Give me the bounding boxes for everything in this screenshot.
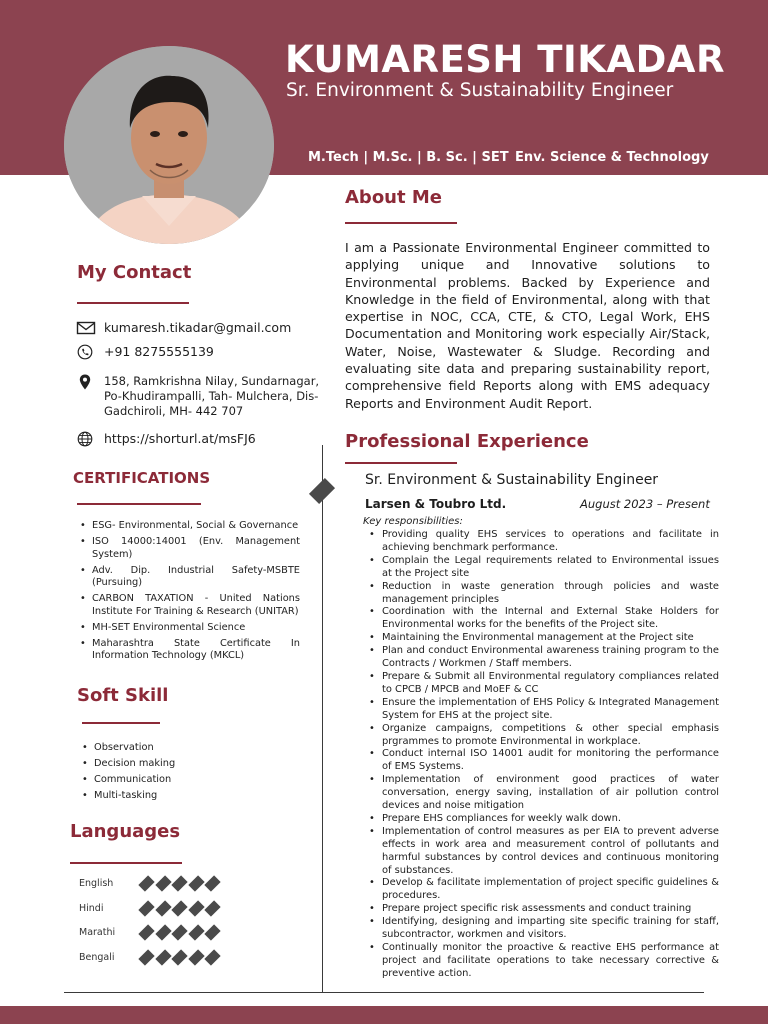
- proficiency-diamond-icon: [172, 875, 188, 891]
- candidate-name: KUMARESH TIKADAR: [285, 38, 725, 81]
- proficiency-diamond-icon: [172, 949, 188, 965]
- responsibility-item: • Identifying, designing and imparting site specific training for staff, subcontractor, workmen and visitors.: [365, 916, 719, 942]
- bottom-divider: [64, 992, 704, 993]
- proficiency-diamond-icon: [172, 900, 188, 916]
- contact-website-row[interactable]: [76, 431, 256, 447]
- proficiency-diamond-icon: [188, 875, 204, 891]
- contact-email-row[interactable]: [76, 320, 291, 336]
- job-title: Sr. Environment & Sustainability Engineer: [365, 472, 659, 488]
- responsibility-item: • Ensure the implementation of EHS Policy & Integrated Management System for EHS at the project site.: [365, 697, 719, 723]
- responsibility-item: • Plan and conduct Environmental awareness training program to the Contracts / Workmen / Staff members.: [365, 645, 719, 671]
- contact-address-row: [76, 374, 324, 419]
- contact-phone[interactable]: +91 8275555139: [104, 344, 214, 359]
- responsibility-item: • Coordination with the Internal and External Stake Holders for Environmental works for the benefits of the Project site.: [365, 606, 719, 632]
- language-name: Bengali: [79, 951, 115, 963]
- certifications-list: [80, 520, 300, 667]
- about-title: About Me: [345, 187, 442, 208]
- contact-phone-row[interactable]: [76, 344, 214, 360]
- contact-address: 158, Ramkrishna Nilay, Sundarnagar, Po-Khudirampalli, Tah- Mulchera, Dis- Gadchiroli, MH- 442 707: [104, 374, 320, 418]
- divider-diamond: [309, 478, 335, 504]
- field-line: Env. Science & Technology: [515, 150, 709, 165]
- responsibilities-list: [365, 529, 719, 981]
- contact-title: My Contact: [77, 262, 192, 283]
- proficiency-diamond-icon: [205, 924, 221, 940]
- proficiency-diamond-icon: [188, 924, 204, 940]
- candidate-subtitle: Sr. Environment & Sustainability Engineer: [286, 80, 674, 101]
- soft-skill-item: • Multi-tasking: [82, 790, 282, 803]
- proficiency-diamond-icon: [205, 949, 221, 965]
- responsibility-item: • Prepare project specific risk assessments and conduct training: [365, 903, 719, 916]
- key-responsibilities-label: Key responsibilities:: [363, 516, 463, 527]
- language-row: [79, 927, 224, 938]
- language-row: [79, 878, 224, 889]
- responsibility-item: • Continually monitor the proactive & reactive EHS performance at project and facilitate operations to take necessary corrective & preventive action.: [365, 942, 719, 981]
- responsibility-item: • Complain the Legal requirements related to Environmental issues at the Project site: [365, 555, 719, 581]
- language-name: Marathi: [79, 927, 116, 938]
- responsibility-item: • Develop & facilitate implementation of project specific guidelines & procedures.: [365, 877, 719, 903]
- certification-item: • CARBON TAXATION - United Nations Institute For Training & Research (UNITAR): [80, 593, 300, 618]
- certifications-title-rule: [77, 503, 201, 505]
- proficiency-diamond-icon: [172, 924, 188, 940]
- certification-item: • Maharashtra State Certificate In Information Technology (MKCL): [80, 638, 300, 663]
- column-divider: [322, 445, 323, 993]
- about-title-rule: [345, 222, 457, 224]
- languages-title: Languages: [70, 821, 181, 842]
- responsibility-item: • Prepare & Submit all Environmental regulatory compliances related to CPCB / MPCB and MoEF & CC: [365, 671, 719, 697]
- language-row: [79, 952, 224, 963]
- degrees-line: M.Tech | M.Sc. | B. Sc. | SET: [308, 150, 509, 165]
- soft-skill-list: [82, 742, 282, 806]
- footer-band: [0, 1006, 768, 1024]
- proficiency-diamond-icon: [155, 924, 171, 940]
- envelope-icon: [76, 320, 96, 336]
- about-text: I am a Passionate Environmental Engineer committed to applying unique and Innovative solutions to Environmental problems. Backed by Experience and Knowledge in the field of Environmental, along with that expertise in NOC, CCA, CTE, & CTO, Legal Work, EHS Documentation and Monitoring work especially Air/Stack, Water, Noise, Wastewater & Sludge. Recording and evaluating site data and preparing sustainability report, comprehensive field Reports along with EMS adequacy Reports and Environment Audit Report.: [345, 240, 710, 411]
- responsibility-item: • Reduction in waste generation through policies and waste management principles: [365, 581, 719, 607]
- proficiency-diamond-icon: [155, 949, 171, 965]
- proficiency-diamond-icon: [188, 900, 204, 916]
- certification-item: • ESG- Environmental, Social & Governance: [80, 520, 300, 533]
- responsibility-item: • Prepare EHS compliances for weekly walk down.: [365, 813, 719, 826]
- certification-item: • Adv. Dip. Industrial Safety-MSBTE (Pursuing): [80, 565, 300, 590]
- language-name: English: [79, 878, 114, 889]
- proficiency-diamond-icon: [205, 900, 221, 916]
- certification-item: • ISO 14000:14001 (Env. Management System): [80, 536, 300, 561]
- contact-title-rule: [77, 302, 189, 304]
- contact-email[interactable]: kumaresh.tikadar@gmail.com: [104, 320, 292, 335]
- languages-title-rule: [70, 862, 182, 864]
- soft-skill-title-rule: [82, 722, 160, 724]
- proficiency-diamond-icon: [205, 875, 221, 891]
- experience-title-rule: [345, 462, 457, 464]
- experience-title: Professional Experience: [345, 431, 589, 452]
- certification-item: • MH-SET Environmental Science: [80, 622, 300, 635]
- profile-portrait-graphic: [64, 46, 274, 244]
- location-pin-icon: [76, 374, 96, 390]
- proficiency-diamond-icon: [155, 875, 171, 891]
- job-dates: August 2023 – Present: [580, 497, 710, 511]
- responsibility-item: • Implementation of environment good practices of water conversation, energy saving, installation of air pollution control devices and noise mitigation: [365, 774, 719, 813]
- profile-photo: [64, 46, 274, 244]
- responsibility-item: • Conduct internal ISO 14001 audit for monitoring the performance of EMS Systems.: [365, 748, 719, 774]
- responsibility-item: • Organize campaigns, competitions & other special emphasis prgrammes to promote Environmental in workplace.: [365, 723, 719, 749]
- company-name: Larsen & Toubro Ltd.: [365, 497, 507, 511]
- globe-icon: [76, 431, 96, 447]
- language-name: Hindi: [79, 902, 104, 914]
- responsibility-item: • Implementation of control measures as per EIA to prevent adverse effects in work area and measurement control of pollutants and harmful substances by control devices and continuous monitoring of substances.: [365, 826, 719, 878]
- proficiency-diamond-icon: [188, 949, 204, 965]
- soft-skill-item: • Observation: [82, 742, 282, 755]
- soft-skill-item: • Communication: [82, 774, 282, 787]
- responsibility-item: • Maintaining the Environmental management at the Project site: [365, 632, 719, 645]
- responsibility-item: • Providing quality EHS services to operations and facilitate in achieving benchmark performance.: [365, 529, 719, 555]
- contact-website[interactable]: https://shorturl.at/msFJ6: [104, 431, 256, 446]
- phone-icon: [76, 344, 96, 360]
- certifications-title: CERTIFICATIONS: [73, 469, 211, 487]
- soft-skill-item: • Decision making: [82, 758, 282, 771]
- proficiency-diamond-icon: [155, 900, 171, 916]
- language-row: [79, 903, 224, 914]
- soft-skill-title: Soft Skill: [77, 685, 169, 706]
